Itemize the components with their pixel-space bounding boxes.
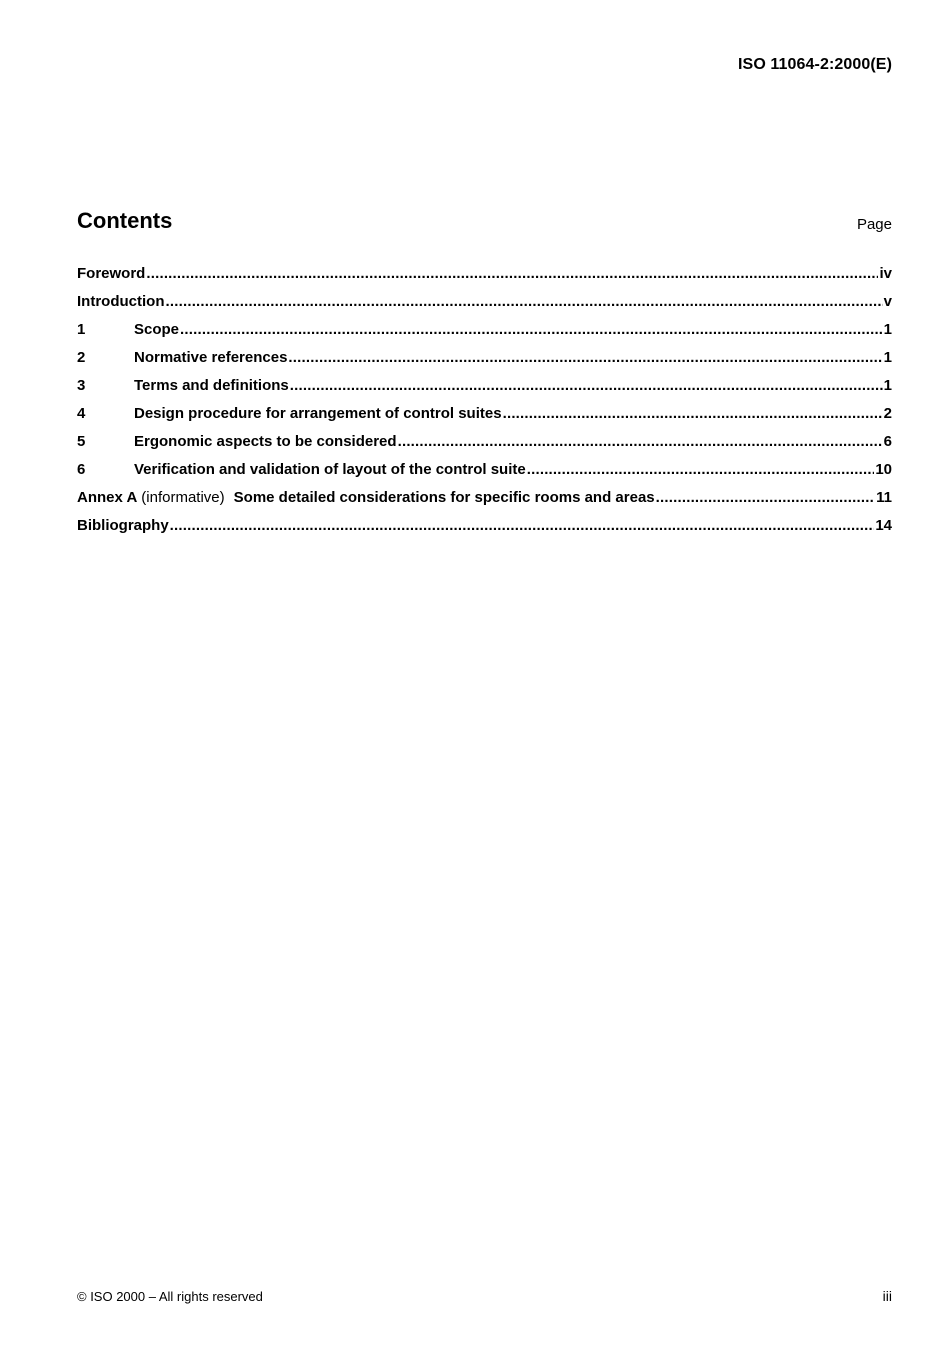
toc-entry-page: 11 [876, 489, 892, 506]
toc-leader-dots [180, 321, 883, 338]
toc-entry-page: v [883, 293, 892, 310]
toc-leader-dots [290, 377, 883, 394]
toc-entry-number: 6 [77, 461, 86, 478]
toc-leader-dots [170, 517, 875, 534]
page-column-label: Page [856, 216, 892, 233]
toc-entry-title: Terms and definitions [134, 377, 289, 394]
toc-entry-title: Foreword [77, 265, 146, 282]
toc-entry-terms-and-definitions[interactable] [77, 377, 892, 405]
toc-entry-title: Normative references [134, 349, 288, 366]
footer-page-number: iii [882, 1288, 892, 1304]
document-id: ISO 11064-2:2000(E) [738, 56, 892, 73]
toc-entry-title: Design procedure for arrangement of control suites [134, 405, 502, 422]
table-of-contents [77, 265, 892, 545]
toc-entry-title: Bibliography [77, 517, 169, 534]
toc-entry-number: 4 [77, 405, 86, 422]
toc-entry-title: Scope [134, 321, 180, 338]
toc-entry-number: 2 [77, 349, 86, 366]
toc-annex-label: Annex A [77, 489, 138, 506]
footer-copyright: © ISO 2000 – All rights reserved [77, 1289, 263, 1304]
toc-annex-type: (informative) [141, 489, 225, 506]
toc-leader-dots [288, 349, 882, 366]
contents-header [77, 208, 892, 238]
toc-entry-number: 3 [77, 377, 86, 394]
toc-entry-title: Ergonomic aspects to be considered [134, 433, 397, 450]
toc-leader-dots [527, 461, 875, 478]
toc-entry-annex-a[interactable] [77, 489, 892, 517]
toc-entry-page: 6 [883, 433, 892, 450]
toc-entry-number: 5 [77, 433, 86, 450]
toc-entry-verification-and-validation[interactable] [77, 461, 892, 489]
toc-entry-page: 10 [875, 461, 892, 478]
toc-entry-ergonomic-aspects[interactable] [77, 433, 892, 461]
toc-leader-dots [398, 433, 883, 450]
toc-leader-dots [146, 265, 878, 282]
toc-entry-page: 1 [883, 349, 892, 366]
toc-leader-dots [165, 293, 882, 310]
toc-entry-title: Some detailed considerations for specific rooms and areas [233, 489, 655, 506]
toc-entry-title: Introduction [77, 293, 165, 310]
toc-entry-scope[interactable] [77, 321, 892, 349]
toc-entry-design-procedure[interactable] [77, 405, 892, 433]
toc-entry-page: 14 [875, 517, 892, 534]
toc-entry-page: 1 [883, 321, 892, 338]
toc-entry-number: 1 [77, 321, 86, 338]
toc-entry-foreword[interactable] [77, 265, 892, 293]
toc-entry-page: 1 [883, 377, 892, 394]
toc-leader-dots [503, 405, 883, 422]
page-title: Contents [77, 208, 173, 233]
toc-entry-title: Verification and validation of layout of the control suite [134, 461, 526, 478]
toc-entry-normative-references[interactable] [77, 349, 892, 377]
toc-entry-bibliography[interactable] [77, 517, 892, 545]
toc-entry-page: iv [879, 265, 892, 282]
toc-entry-introduction[interactable] [77, 293, 892, 321]
toc-entry-page: 2 [883, 405, 892, 422]
toc-leader-dots [656, 489, 876, 506]
